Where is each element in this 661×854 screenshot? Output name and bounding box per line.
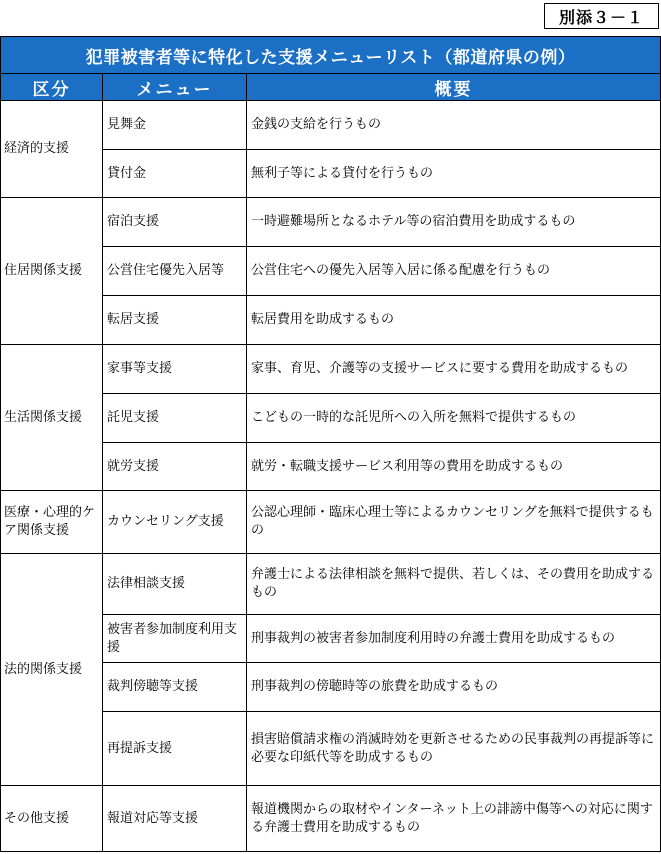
summary-cell: 公営住宅への優先入居等入居に係る配慮を行うもの <box>247 247 661 296</box>
summary-cell: こどもの一時的な託児所への入所を無料で提供するもの <box>247 394 661 443</box>
menu-cell: 転居支援 <box>103 296 247 345</box>
summary-cell: 公認心理師・臨床心理士等によるカウンセリングを無料で提供するもの <box>247 491 661 554</box>
header-category: 区分 <box>1 74 103 101</box>
header-summary: 概要 <box>247 74 661 101</box>
menu-cell: 貸付金 <box>103 150 247 198</box>
summary-cell: 家事、育児、介護等の支援サービスに要する費用を助成するもの <box>247 345 661 394</box>
support-menu-table <box>0 36 661 852</box>
table-row <box>1 554 661 615</box>
summary-cell: 報道機関からの取材やインターネット上の誹謗中傷等への対応に関する弁護士費用を助成するもの <box>247 786 661 852</box>
menu-cell: 裁判傍聴等支援 <box>103 663 247 712</box>
category-cell: 法的関係支援 <box>1 554 103 786</box>
category-cell: 住居関係支援 <box>1 198 103 345</box>
menu-cell: 見舞金 <box>103 101 247 150</box>
menu-cell: 再提訴支援 <box>103 712 247 786</box>
category-cell: 生活関係支援 <box>1 345 103 491</box>
category-cell: 医療・心理的ケア関係支援 <box>1 491 103 554</box>
summary-cell: 一時避難場所となるホテル等の宿泊費用を助成するもの <box>247 198 661 247</box>
table-row <box>1 345 661 394</box>
summary-cell: 刑事裁判の傍聴時等の旅費を助成するもの <box>247 663 661 712</box>
table-row <box>1 101 661 150</box>
table-row <box>1 491 661 554</box>
table-row <box>1 786 661 852</box>
summary-cell: 転居費用を助成するもの <box>247 296 661 345</box>
menu-cell: 報道対応等支援 <box>103 786 247 852</box>
category-cell: 経済的支援 <box>1 101 103 198</box>
menu-cell: 被害者参加制度利用支援 <box>103 615 247 663</box>
annex-label: 別添３－１ <box>544 3 659 29</box>
menu-cell: 宿泊支援 <box>103 198 247 247</box>
summary-cell: 損害賠償請求権の消滅時効を更新させるための民事裁判の再提訴等に必要な印紙代等を助成するもの <box>247 712 661 786</box>
table-title: 犯罪被害者等に特化した支援メニューリスト（都道府県の例） <box>1 37 661 74</box>
table-row <box>1 198 661 247</box>
summary-cell: 就労・転職支援サービス利用等の費用を助成するもの <box>247 443 661 491</box>
menu-cell: 家事等支援 <box>103 345 247 394</box>
summary-cell: 弁護士による法律相談を無料で提供、若しくは、その費用を助成するもの <box>247 554 661 615</box>
summary-cell: 金銭の支給を行うもの <box>247 101 661 150</box>
header-menu: メニュー <box>103 74 247 101</box>
summary-cell: 無利子等による貸付を行うもの <box>247 150 661 198</box>
summary-cell: 刑事裁判の被害者参加制度利用時の弁護士費用を助成するもの <box>247 615 661 663</box>
menu-cell: 法律相談支援 <box>103 554 247 615</box>
menu-cell: 就労支援 <box>103 443 247 491</box>
category-cell: その他支援 <box>1 786 103 852</box>
menu-cell: 託児支援 <box>103 394 247 443</box>
menu-cell: 公営住宅優先入居等 <box>103 247 247 296</box>
menu-cell: カウンセリング支援 <box>103 491 247 554</box>
